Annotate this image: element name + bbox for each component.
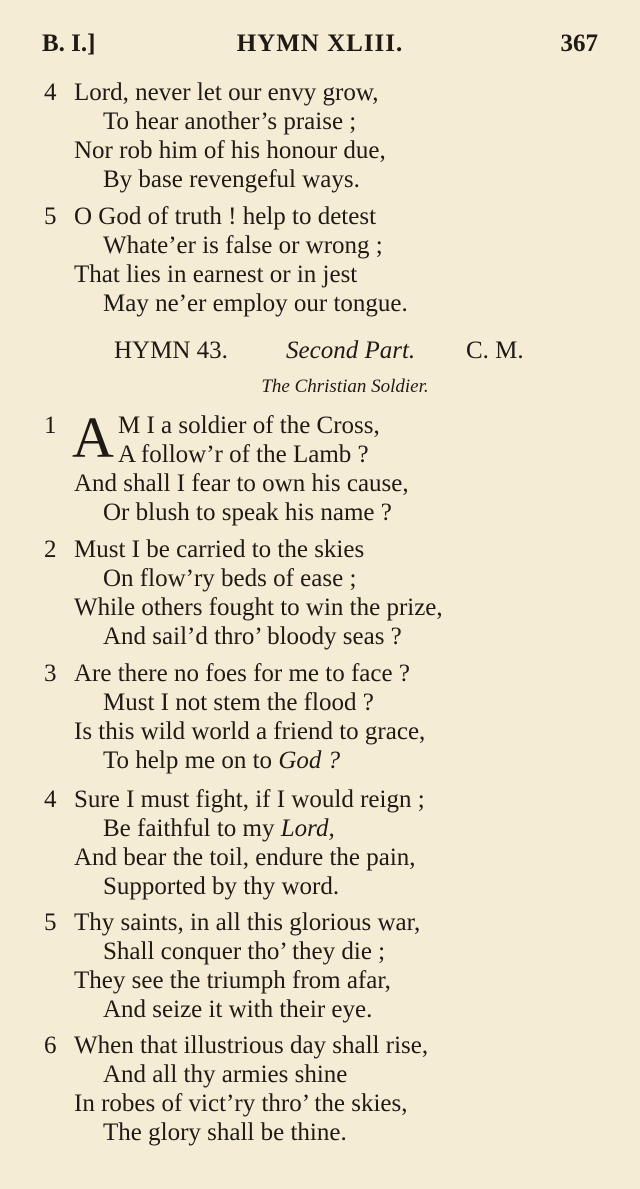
verse-line: They see the triumph from afar, — [74, 967, 391, 994]
verse-line — [103, 814, 335, 844]
running-header — [0, 30, 640, 66]
italic-word: Lord, — [280, 815, 335, 842]
verse-line: While others fought to win the prize, — [74, 594, 443, 621]
verse-line: Supported by thy word. — [103, 873, 340, 900]
verse-line: Lord, never let our envy grow, — [74, 79, 379, 106]
stanza-number: 5 — [44, 203, 57, 230]
stanza-number: 5 — [44, 909, 57, 936]
hymn-subtitle: The Christian Soldier. — [261, 376, 429, 397]
stanza-number: 6 — [44, 1032, 57, 1059]
verse-line-text: Be faithful to my — [103, 815, 275, 842]
verse-line: Or blush to speak his name ? — [103, 499, 392, 526]
verse-line: In robes of vict’ry thro’ the skies, — [74, 1090, 408, 1117]
verse-line: M I a soldier of the Cross, — [118, 412, 380, 439]
verse-line: May ne’er employ our tongue. — [103, 290, 408, 317]
hymn-meter: C. M. — [466, 337, 524, 364]
running-title: HYMN XLIII. — [236, 30, 404, 57]
verse-line: And shall I fear to own his cause, — [74, 470, 409, 497]
verse-line: And bear the toil, endure the pain, — [74, 844, 416, 871]
verse-line: Sure I must fight, if I would reign ; — [74, 786, 425, 813]
stanza-number: 2 — [44, 536, 57, 563]
verse-line: O God of truth ! help to detest — [74, 203, 377, 230]
verse-line: To hear another’s praise ; — [103, 108, 357, 135]
verse-line: And sail’d thro’ bloody seas ? — [103, 623, 402, 650]
verse-line: Shall conquer tho’ they die ; — [103, 938, 386, 965]
page-number: 367 — [560, 30, 598, 57]
stanza-number: 3 — [44, 660, 57, 687]
verse-line: Must I be carried to the skies — [74, 536, 365, 563]
verse-line: When that illustrious day shall rise, — [74, 1032, 429, 1059]
verse-line: Must I not stem the flood ? — [103, 689, 374, 716]
verse-line: And all thy armies shine — [103, 1061, 348, 1088]
verse-line: Is this wild world a friend to grace, — [74, 718, 426, 745]
italic-word: God ? — [278, 747, 341, 774]
hymn-heading — [0, 337, 640, 369]
book-section-label: B. I.] — [42, 30, 96, 57]
verse-line: And seize it with their eye. — [103, 996, 373, 1023]
hymn-number: HYMN 43. — [114, 337, 228, 364]
verse-line: Thy saints, in all this glorious war, — [74, 909, 421, 936]
verse-line-text: To help me on to — [103, 747, 273, 774]
stanza-number: 4 — [44, 79, 57, 106]
verse-line: That lies in earnest or in jest — [74, 261, 358, 288]
verse-line: Nor rob him of his honour due, — [74, 137, 386, 164]
stanza-number: 4 — [44, 786, 57, 813]
verse-line: The glory shall be thine. — [103, 1119, 347, 1146]
hymn-part: Second Part. — [286, 337, 416, 364]
verse-line: Whate’er is false or wrong ; — [103, 232, 383, 259]
verse-line: On flow’ry beds of ease ; — [103, 565, 357, 592]
verse-line: Are there no foes for me to face ? — [74, 660, 410, 687]
stanza-number: 1 — [44, 412, 57, 439]
verse-line: By base revengeful ways. — [103, 166, 360, 193]
verse-line: A follow’r of the Lamb ? — [118, 441, 369, 468]
drop-cap-letter: A — [72, 405, 114, 470]
verse-line — [103, 746, 340, 776]
